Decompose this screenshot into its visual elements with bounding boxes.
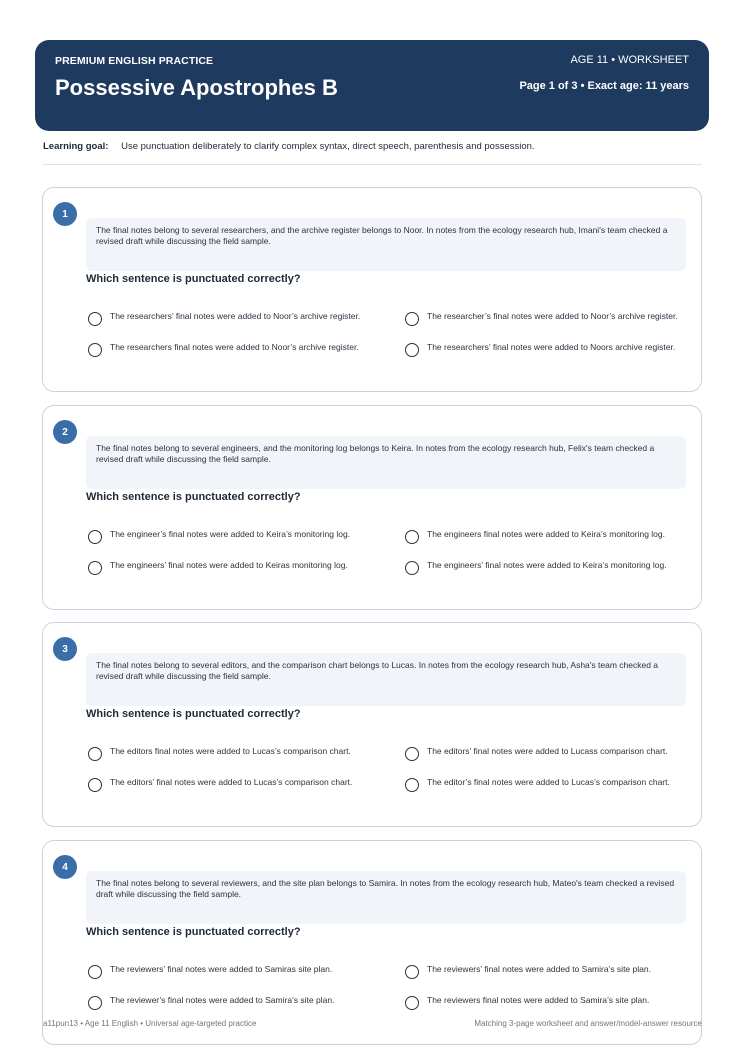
question-prompt: Which sentence is punctuated correctly? <box>86 926 301 938</box>
radio-button[interactable] <box>88 343 102 357</box>
radio-button[interactable] <box>88 312 102 326</box>
radio-button[interactable] <box>405 530 419 544</box>
radio-button[interactable] <box>405 561 419 575</box>
footer-description: Matching 3-page worksheet and answer/model-answer resource <box>474 1019 702 1028</box>
answer-option[interactable] <box>88 995 388 1010</box>
answer-option[interactable] <box>88 746 388 761</box>
answer-option-text: The reviewers’ final notes were added to Samiras site plan. <box>110 964 333 974</box>
radio-button[interactable] <box>88 747 102 761</box>
answer-option[interactable] <box>88 777 388 792</box>
answer-option-text: The reviewers’ final notes were added to Samira’s site plan. <box>427 964 651 974</box>
question-number-badge: 4 <box>53 855 77 879</box>
answer-option[interactable] <box>405 529 705 544</box>
radio-button[interactable] <box>405 747 419 761</box>
radio-button[interactable] <box>405 343 419 357</box>
answer-option-text: The researchers’ final notes were added to Noors archive register. <box>427 342 676 352</box>
answer-option-text: The reviewers final notes were added to Samira’s site plan. <box>427 995 650 1005</box>
radio-button[interactable] <box>405 996 419 1010</box>
worksheet-header <box>35 40 709 131</box>
answer-option[interactable] <box>88 560 388 575</box>
radio-button[interactable] <box>88 965 102 979</box>
radio-button[interactable] <box>88 778 102 792</box>
answer-option-text: The editor’s final notes were added to Lucas’s comparison chart. <box>427 777 670 787</box>
answer-option[interactable] <box>405 995 705 1010</box>
divider <box>43 164 702 165</box>
age-label: AGE 11 • WORKSHEET <box>570 54 689 66</box>
question-context: The final notes belong to several researchers, and the archive register belongs to Noor. In notes from the ecology research hub, Imani's team checked a revised draft while discussing the field sample. <box>86 218 686 271</box>
question-context: The final notes belong to several reviewers, and the site plan belongs to Samira. In notes from the ecology research hub, Mateo's team checked a revised draft while discussing the field sample. <box>86 871 686 924</box>
radio-button[interactable] <box>405 778 419 792</box>
answer-option-text: The researchers final notes were added to Noor’s archive register. <box>110 342 359 352</box>
answer-option[interactable] <box>405 342 705 357</box>
question-context: The final notes belong to several engineers, and the monitoring log belongs to Keira. In notes from the ecology research hub, Felix's team checked a revised draft while discussing the field sample. <box>86 436 686 489</box>
answer-option-text: The engineers’ final notes were added to Keiras monitoring log. <box>110 560 348 570</box>
question-number-badge: 3 <box>53 637 77 661</box>
answer-option-text: The engineers’ final notes were added to Keira’s monitoring log. <box>427 560 667 570</box>
answer-option-text: The researchers’ final notes were added to Noor’s archive register. <box>110 311 361 321</box>
answer-option-text: The engineer’s final notes were added to Keira’s monitoring log. <box>110 529 351 539</box>
answer-option[interactable] <box>405 311 705 326</box>
radio-button[interactable] <box>405 312 419 326</box>
answer-option-text: The researcher’s final notes were added to Noor’s archive register. <box>427 311 678 321</box>
answer-option[interactable] <box>405 964 705 979</box>
page-indicator: Page 1 of 3 • Exact age: 11 years <box>519 80 689 92</box>
answer-option[interactable] <box>88 342 388 357</box>
question-card <box>42 622 702 827</box>
answer-option[interactable] <box>88 964 388 979</box>
answer-option[interactable] <box>405 746 705 761</box>
radio-button[interactable] <box>88 996 102 1010</box>
answer-option[interactable] <box>88 529 388 544</box>
footer-code: a11pun13 • Age 11 English • Universal age-targeted practice <box>43 1019 257 1028</box>
answer-option-text: The engineers final notes were added to Keira’s monitoring log. <box>427 529 665 539</box>
answer-option-text: The reviewer’s final notes were added to Samira’s site plan. <box>110 995 335 1005</box>
question-number-badge: 2 <box>53 420 77 444</box>
answer-option[interactable] <box>405 560 705 575</box>
answer-option[interactable] <box>405 777 705 792</box>
question-card <box>42 840 702 1045</box>
learning-goal <box>43 141 535 152</box>
question-prompt: Which sentence is punctuated correctly? <box>86 491 301 503</box>
question-number-badge: 1 <box>53 202 77 226</box>
radio-button[interactable] <box>88 561 102 575</box>
question-prompt: Which sentence is punctuated correctly? <box>86 708 301 720</box>
learning-goal-label: Learning goal: <box>43 141 109 152</box>
answer-option[interactable] <box>88 311 388 326</box>
radio-button[interactable] <box>88 530 102 544</box>
learning-goal-text: Use punctuation deliberately to clarify complex syntax, direct speech, parenthesis and possession. <box>121 141 535 152</box>
answer-option-text: The editors final notes were added to Lucas’s comparison chart. <box>110 746 351 756</box>
question-card <box>42 405 702 610</box>
question-prompt: Which sentence is punctuated correctly? <box>86 273 301 285</box>
worksheet-title: Possessive Apostrophes B <box>55 75 338 100</box>
answer-option-text: The editors’ final notes were added to Lucass comparison chart. <box>427 746 668 756</box>
answer-option-text: The editors’ final notes were added to Lucas’s comparison chart. <box>110 777 353 787</box>
radio-button[interactable] <box>405 965 419 979</box>
question-context: The final notes belong to several editors, and the comparison chart belongs to Lucas. In notes from the ecology research hub, Asha's team checked a revised draft while discussing the field sample. <box>86 653 686 706</box>
question-card <box>42 187 702 392</box>
header-eyebrow: PREMIUM ENGLISH PRACTICE <box>55 55 214 67</box>
